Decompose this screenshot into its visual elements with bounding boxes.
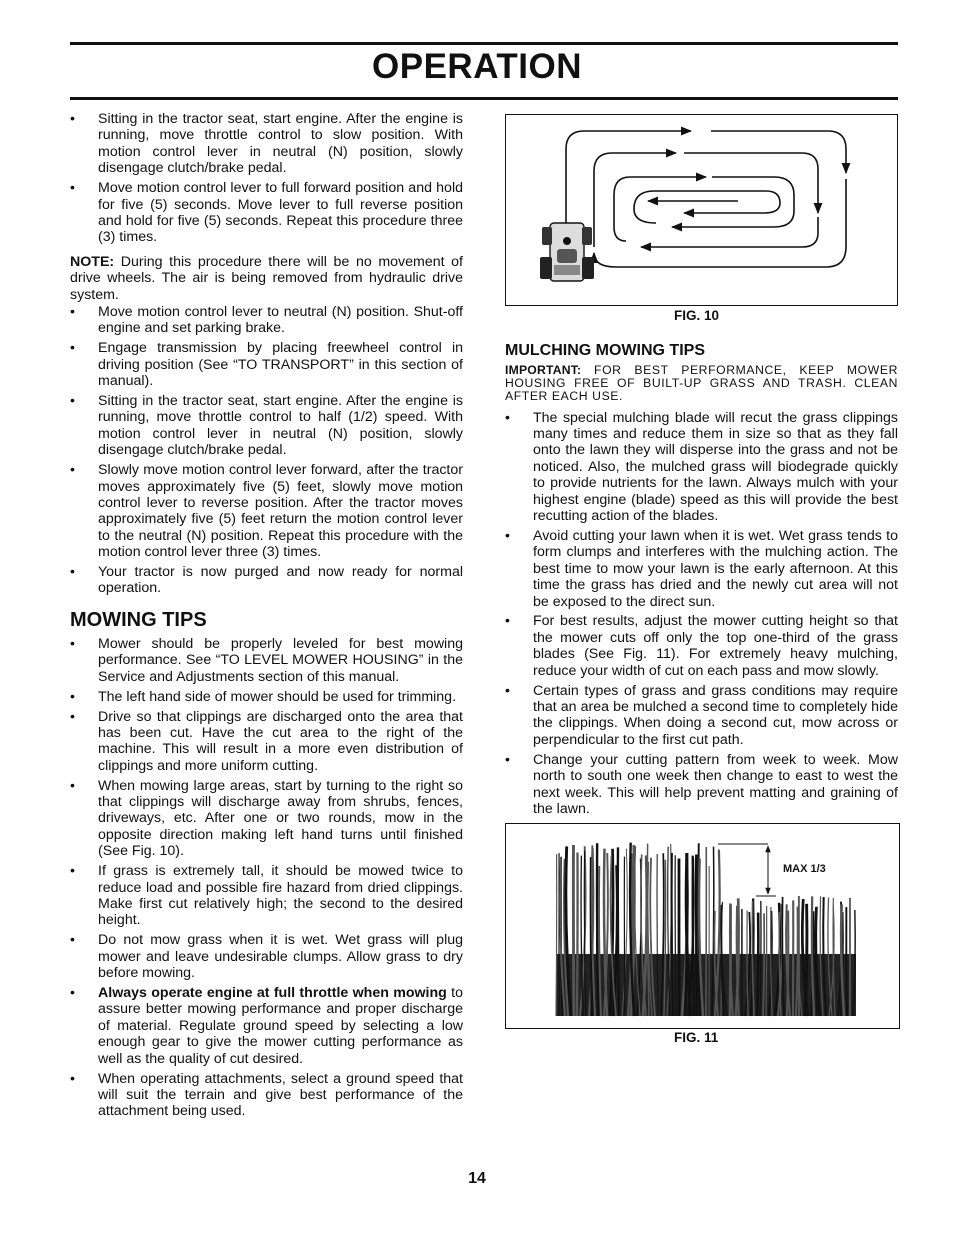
fig11-grass-height: [505, 823, 900, 1029]
list-item: • Slowly move motion control lever forward, after the tractor moves approximately five (5) feet, slowly move motion control lever to reverse position. After the tractor moves approximately five (5) feet return the motion control lever to the neutral (N) position. Repeat this procedure with the motion control lever three (3) times.: [70, 462, 463, 560]
list-item: [70, 985, 463, 1067]
list-item: • Sitting in the tractor seat, start engine. After the engine is running, move throttle control to half (1/2) speed. With motion control lever in neutral (N) position, slowly disengage clutch/brake pedal.: [70, 393, 463, 459]
list-item: • The left hand side of mower should be used for trimming.: [70, 689, 463, 705]
list-item: • When mowing large areas, start by turning to the right so that clippings will discharge away from shrubs, fences, driveways, etc. After one or two rounds, mow in the opposite direction making left hand turns until finished (See Fig. 10).: [70, 778, 463, 860]
list-item: • Sitting in the tractor seat, start engine. After the engine is running, move throttle control to slow position. With motion control lever in neutral (N) position, slowly disengage clutch/brake pedal.: [70, 111, 463, 177]
list-item: • If grass is extremely tall, it should be mowed twice to reduce load and possible fire hazard from dried clippings. Make first cut relatively high; the second to the desired height.: [70, 863, 463, 929]
page-number: 14: [468, 1170, 486, 1187]
throttle-text: to assure better mowing performance and proper discharge of material. Regulate ground speed by selecting a low enough gear to give the mower cutting performance as well as the quality of cut desired.: [98, 985, 463, 1067]
max-third-label: MAX 1/3: [783, 863, 826, 875]
note-label: NOTE:: [70, 253, 115, 270]
fig10-caption: FIG. 10: [674, 308, 720, 323]
list-item: • Mower should be properly leveled for best mowing performance. See “TO LEVEL MOWER HOUSING” in the Service and Adjustments section of this manual.: [70, 636, 463, 685]
throttle-bold-text: Always operate engine at full throttle when mowing: [98, 985, 447, 1001]
right-column: [505, 342, 898, 821]
tractor-icon: [540, 223, 594, 281]
important-label: IMPORTANT:: [505, 363, 582, 377]
mulching-tips-list: [505, 410, 898, 818]
list-item: • Your tractor is now purged and now ready for normal operation.: [70, 564, 463, 597]
list-item: • Engage transmission by placing freewheel control in driving position (See “TO TRANSPORT” in this section of manual).: [70, 340, 463, 389]
note-text: During this procedure there will be no movement of drive wheels. The air is being removed from hydraulic drive system.: [70, 253, 463, 303]
page-title: OPERATION: [372, 47, 582, 86]
intro-list: [70, 111, 463, 246]
max-third-indicator: [718, 844, 776, 896]
list-item: • Change your cutting pattern from week to week. Mow north to south one week then change to east to west the next week. This will help prevent matting and graining of the lawn.: [505, 752, 898, 818]
list-item: • Drive so that clippings are discharged onto the area that has been cut. Have the cut area to the right of the machine. This will result in a more even distribution of clippings and more uniform cutting.: [70, 709, 463, 775]
list-item: • Certain types of grass and grass conditions may require that an area be mulched a second time to completely hide the clippings. When doing a second cut, mow across or perpendicular to the first cut path.: [505, 683, 898, 749]
mowing-pattern-diagram: [506, 115, 897, 305]
list-item: • Move motion control lever to full forward position and hold for five (5) seconds. Move lever to full reverse position and hold for five (5) seconds. Repeat this procedure three (3) times.: [70, 180, 463, 246]
mowing-tips-list: [70, 636, 463, 1120]
header-rule-bottom: [70, 97, 898, 100]
left-column: [70, 111, 463, 1123]
mulching-tips-heading: MULCHING MOWING TIPS: [505, 342, 705, 359]
mowing-tips-heading: MOWING TIPS: [70, 608, 207, 631]
grass-illustration: [506, 824, 899, 1028]
fig10-mowing-pattern: [505, 114, 898, 306]
note-paragraph: [70, 254, 463, 303]
list-item: • For best results, adjust the mower cutting height so that the mower cuts off only the top one-third of the grass blades (See Fig. 11). For extremely heavy mulching, reduce your width of cut on each pass and mow slowly.: [505, 613, 898, 679]
important-text: FOR BEST PERFORMANCE, KEEP MOWER HOUSING FREE OF BUILT-UP GRASS AND TRASH. CLEAN AFTER EACH USE.: [505, 363, 898, 404]
list-item: • Do not mow grass when it is wet. Wet grass will plug mower and leave undesirable clumps. Allow grass to dry before mowing.: [70, 932, 463, 981]
purge-list: [70, 304, 463, 597]
list-item: • When operating attachments, select a ground speed that will suit the terrain and give best performance of the attachment being used.: [70, 1071, 463, 1120]
fig11-caption: FIG. 11: [674, 1030, 719, 1045]
list-item: • The special mulching blade will recut the grass clippings many times and reduce them in size so that as they fall onto the lawn they will disperse into the grass and not be noticed. Also, the mulched grass will biodegrade quickly to provide nutrients for the lawn. Always mulch with your highest engine (blade) speed as this will provide the best recutting action of the blades.: [505, 410, 898, 525]
important-notice: [505, 364, 898, 404]
header-rule-top: [70, 42, 898, 45]
list-item: • Avoid cutting your lawn when it is wet. Wet grass tends to form clumps and interferes with the mulching action. The best time to mow your lawn is the early afternoon. At this time the grass has dried and the newly cut area will not be exposed to the direct sun.: [505, 528, 898, 610]
list-item: • Move motion control lever to neutral (N) position. Shut-off engine and set parking brake.: [70, 304, 463, 337]
